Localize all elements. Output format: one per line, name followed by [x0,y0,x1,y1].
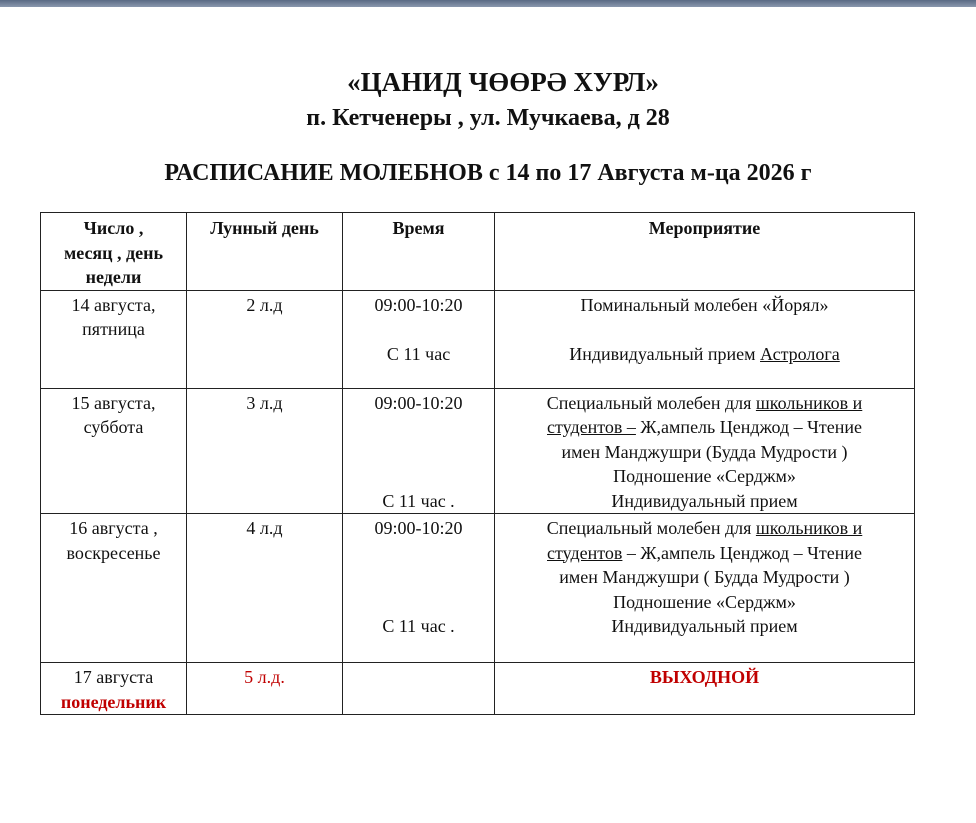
students-link[interactable]: студентов – [547,417,636,437]
header-time: Время [343,213,495,291]
students-link[interactable]: студентов [547,542,623,563]
document-header [0,64,976,189]
event-cell: Поминальный молебен «Йорял» Индивидуальный прием Астролога [495,290,915,388]
schedule-table [40,212,915,715]
table-row [41,663,915,715]
top-border-strip [0,0,976,7]
date-cell: 14 августа, пятница [41,290,187,388]
astrologer-link[interactable]: Астролога [760,343,840,364]
event-cell: Специальный молебен для школьников и студентов – Ж,ампель Ценджод – Чтение имен Манджушри ( Будда Мудрости ) Подношение «Серджм» Индивидуальный прием [495,514,915,663]
table-row [41,514,915,663]
header-date: Число , месяц , день недели [41,213,187,291]
time-cell: 09:00-10:20 С 11 час . [343,388,495,514]
table-row [41,290,915,388]
lunar-day-cell: 2 л.д [187,290,343,388]
lunar-day-cell: 4 л.д [187,514,343,663]
header-lunar-day: Лунный день [187,213,343,291]
table-header-row [41,213,915,291]
date-cell: 15 августа, суббота [41,388,187,514]
students-link[interactable]: школьников и [755,392,863,413]
temple-address: п. Кетченеры , ул. Мучкаева, д 28 [306,105,670,131]
time-cell: 09:00-10:20 С 11 час [343,290,495,388]
day-off-weekday: понедельник [60,691,167,712]
table-row [41,388,915,514]
day-off-label: ВЫХОДНОЙ [495,663,915,715]
event-cell: Специальный молебен для школьников и студентов – Ж,ампель Ценджод – Чтение имен Манджушри (Будда Мудрости ) Подношение «Серджм» Индивидуальный прием [495,388,915,514]
lunar-day-cell: 5 л.д. [187,663,343,715]
time-cell [343,663,495,715]
lunar-day-cell: 3 л.д [187,388,343,514]
date-cell: 17 августа понедельник [41,663,187,715]
date-cell: 16 августа , воскресенье [41,514,187,663]
schedule-title: РАСПИСАНИЕ МОЛЕБНОВ с 14 по 17 Августа м-ца 2026 г [164,160,812,186]
header-event: Мероприятие [495,213,915,291]
time-cell: 09:00-10:20 С 11 час . [343,514,495,663]
students-link[interactable]: школьников и [755,518,863,538]
temple-title: «ЦАНИД ЧӨӨРӘ ХУРЛ» [347,67,659,97]
